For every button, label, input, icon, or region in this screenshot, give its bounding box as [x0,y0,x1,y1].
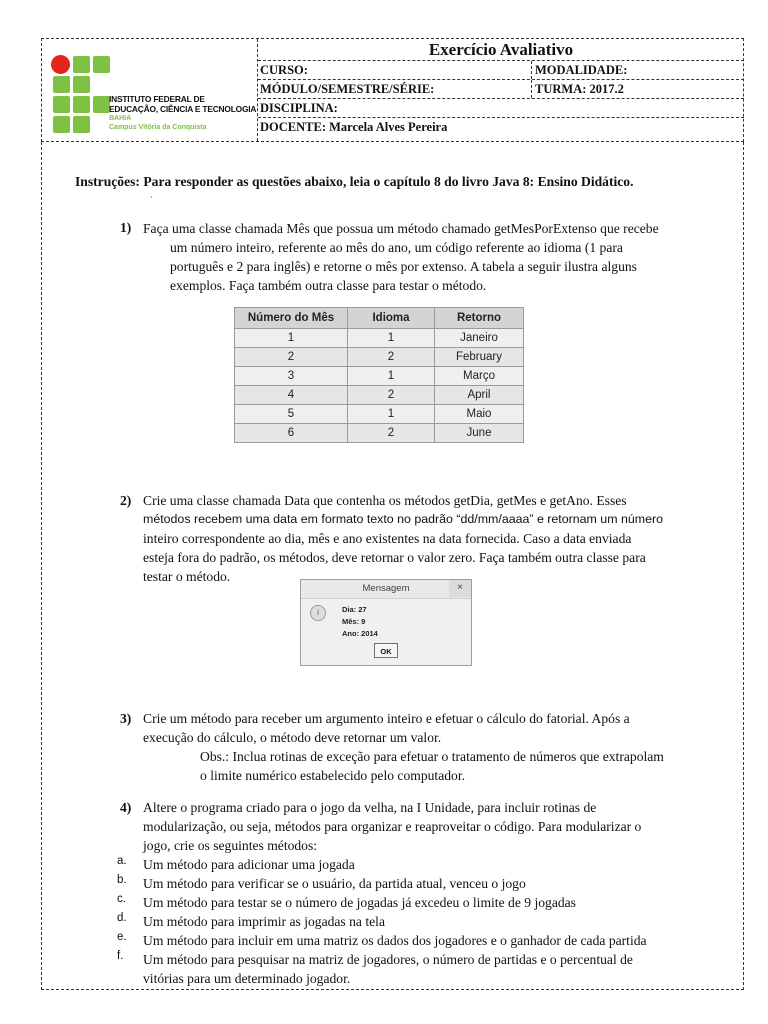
curso-row [258,60,744,79]
table-row [235,386,524,405]
question-3-text: Crie um método para receber um argumento inteiro e efetuar o cálculo do fatorial. Após a execução do cálculo, o método deve retornar um valor. Obs.: Inclua rotinas de exceção para efetuar o tratamento de números que extrapolam o limite numérico estabelecido pelo computador. [143,711,664,783]
info-icon: i [310,605,326,621]
question-2-text: Crie uma classe chamada Data que contenha os métodos getDia, getMes e getAno. Esses métodos recebem uma data em formato texto no padrão “dd/mm/aaaa” e retornam um número inteiro correspondente ao dia, mês e ano existentes na data fornecida. Caso a data enviada esteja fora do padrão, os métodos, deve retornar o valor zero. Faça também outra classe para testar o método. [143,493,663,584]
table-cell: 2 [348,386,435,405]
question-4-text: Altere o programa criado para o jogo da velha, na I Unidade, para incluir rotinas de modularização, ou seja, métodos para organizar e reaproveitar o código. Para modularizar o jogo, crie os seguintes métodos: Um método para adicionar uma jogada Um método para verificar se o usuário, da partida atual, venceu o jogo Um método para testar se o número de jogadas já excedeu o limite de 9 jogadas Um método para imprimir as jogadas na tela Um método para incluir em uma matriz os dados dos jogadores e o ganhador de cada partida Um método para pesquisar na matriz de jogadores, o número de partidas e o percentual de vitórias para um determinado jogador. [143,800,647,986]
logo-text: INSTITUTO FEDERAL DE EDUCAÇÃO, CIÊNCIA E TECNOLOGIA BAHIA Campus Vitória da Conquista [109,94,257,131]
table-cell: 2 [235,348,348,367]
dialog-title: Mensagem [362,583,410,594]
table-cell: Março [435,367,524,386]
table-header: Número do Mês [235,308,348,329]
table-cell: 4 [235,386,348,405]
table-cell: 2 [348,424,435,443]
institution-logo [42,39,258,141]
dialog-mes: Mês: 9 [342,617,366,626]
question-1-text: Faça uma classe chamada Mês que possua um método chamado getMesPorExtenso que recebe um número inteiro, referente ao mês do ano, um código referente ao idioma (1 para português e 2 para inglês) e retorne o mês por extenso. A tabela a seguir ilustra alguns exemplos. Faça também outra classe para testar o método. [143,221,659,293]
table-cell: February [435,348,524,367]
instructions: Instruções: Para responder as questões abaixo, leia o capítulo 8 do livro Java 8: Ensino Didático. [75,174,634,189]
stray-mark: · [150,193,153,202]
table-header: Retorno [435,308,524,329]
question-1-number: 1) [120,220,132,235]
table-row [235,424,524,443]
list-letter: b. [117,874,127,886]
table-row [235,367,524,386]
turma-label: TURMA: 2017.2 [535,82,624,96]
table-cell: 5 [235,405,348,424]
table-cell: 3 [235,367,348,386]
table-header-row [235,308,524,329]
table-cell: 1 [235,329,348,348]
list-letter: a. [117,855,127,867]
table-cell: Janeiro [435,329,524,348]
message-dialog [300,579,472,666]
table-row [235,405,524,424]
table-row [235,329,524,348]
month-table [234,307,524,443]
docente-row [258,117,744,141]
ok-button[interactable]: OK [374,643,398,658]
list-letter: f. [117,950,124,962]
table-cell: 1 [348,405,435,424]
table-header: Idioma [348,308,435,329]
table-row [235,348,524,367]
list-letter: c. [117,893,126,905]
table-cell: 6 [235,424,348,443]
table-cell: 1 [348,367,435,386]
modulo-row [258,79,744,98]
table-cell: April [435,386,524,405]
table-cell: 2 [348,348,435,367]
disciplina-row [258,98,744,117]
page-title: Exercício Avaliativo [428,40,574,59]
list-letter: e. [117,931,127,943]
question-4-number: 4) [120,800,132,815]
dialog-dia: Dia: 27 [342,605,367,614]
dialog-titlebar [301,580,471,599]
docente-label: DOCENTE: Marcela Alves Pereira [260,120,448,134]
modulo-label: MÓDULO/SEMESTRE/SÉRIE: [260,82,435,96]
list-letter: d. [117,912,127,924]
curso-label: CURSO: [260,63,308,77]
modalidade-label: MODALIDADE: [535,63,628,77]
table-cell: June [435,424,524,443]
document-header [41,38,744,142]
table-cell: Maio [435,405,524,424]
disciplina-label: DISCIPLINA: [260,101,338,115]
dialog-ano: Ano: 2014 [342,629,378,638]
header-info [258,39,744,141]
table-cell: 1 [348,329,435,348]
question-2-number: 2) [120,493,132,508]
close-icon[interactable]: × [449,580,471,597]
question-3-number: 3) [120,711,132,726]
